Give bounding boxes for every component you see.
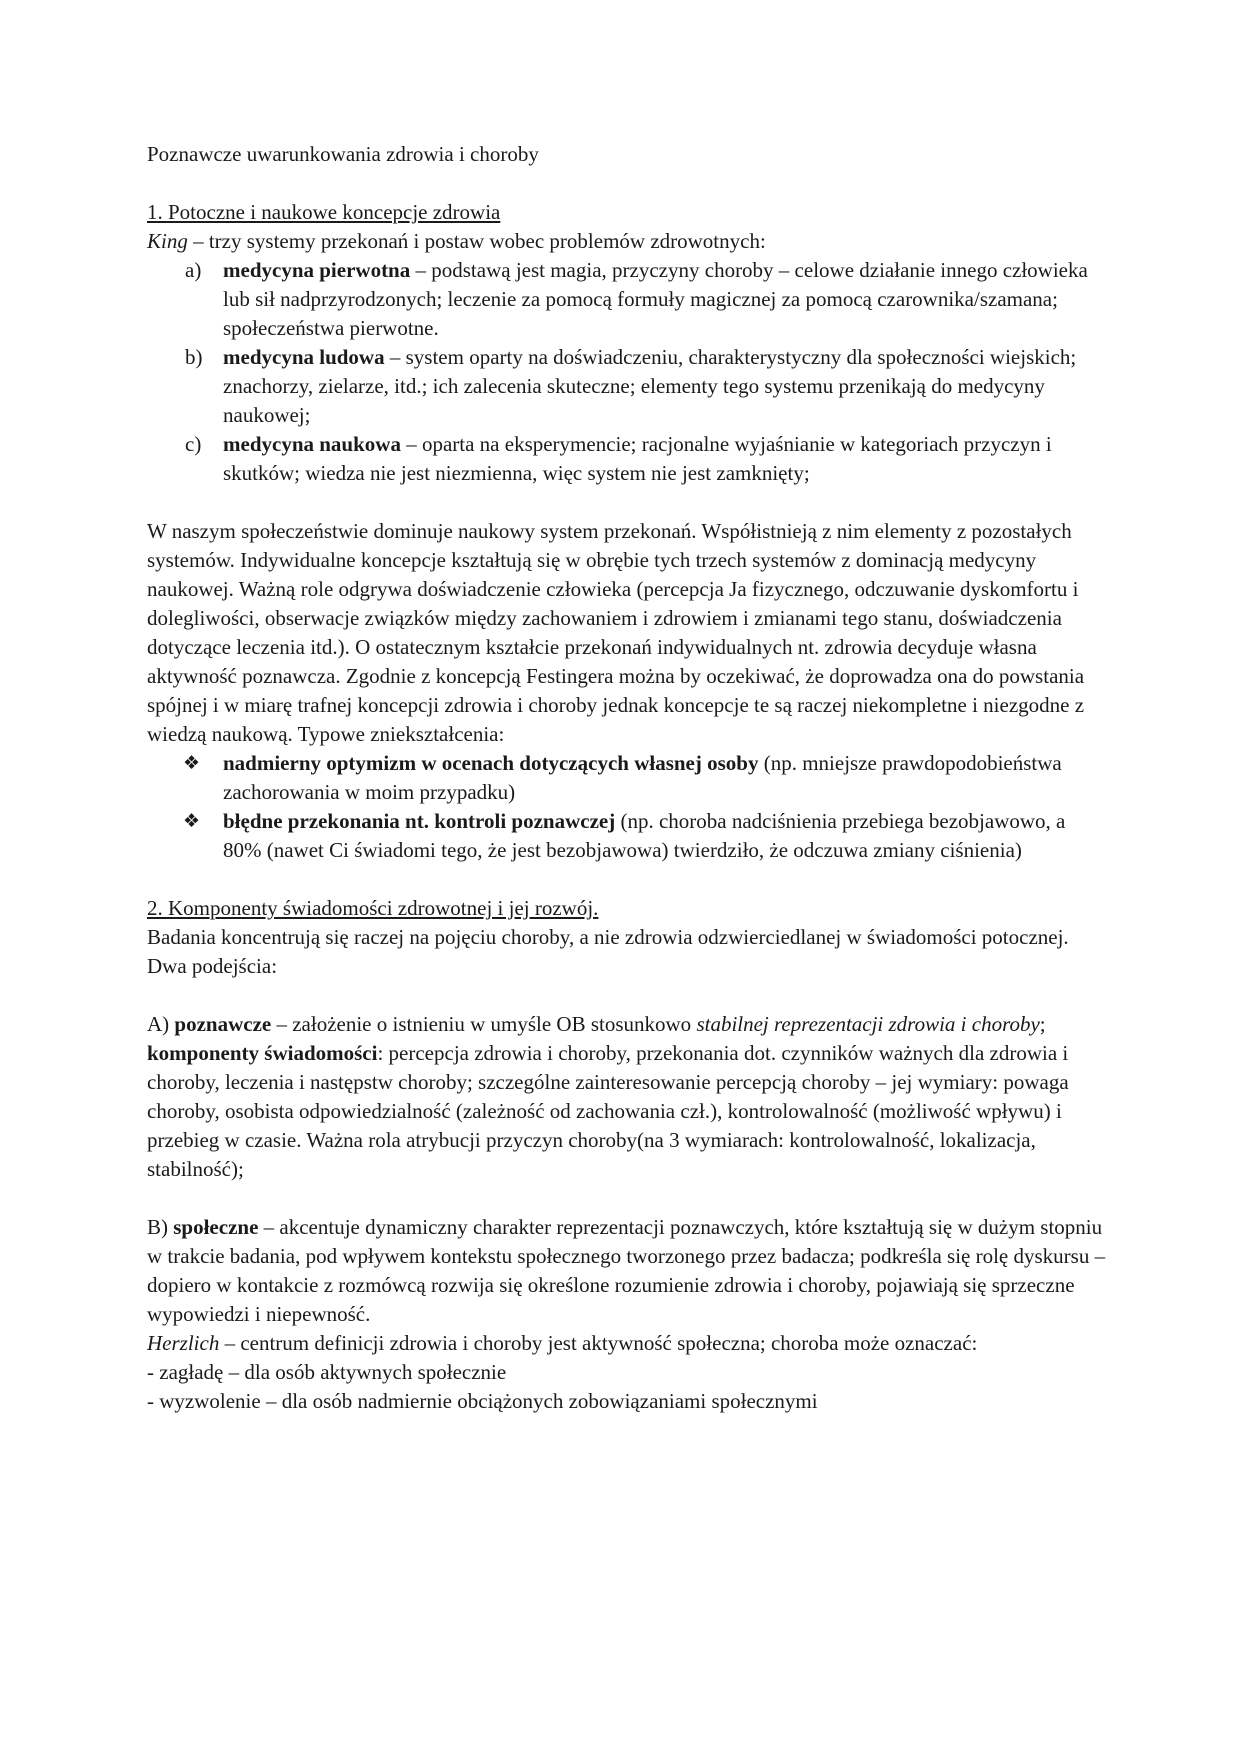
dash-item: - wyzwolenie – dla osób nadmiernie obciążonych zobowiązaniami społecznymi	[147, 1389, 818, 1413]
approach-a-paragraph	[147, 1010, 1107, 1184]
document-title: Poznawcze uwarunkowania zdrowia i choroby	[147, 142, 539, 166]
list-item-term: medycyna naukowa	[223, 432, 401, 456]
approach-b-prefix: B)	[147, 1215, 174, 1239]
section-2-intro: Badania koncentrują się raczej na pojęciu choroby, a nie zdrowia odzwierciedlanej w świadomości potocznej. Dwa podejścia:	[147, 925, 1069, 978]
list-item	[147, 430, 1107, 488]
document-page	[147, 140, 1107, 1416]
herzlich-line	[147, 1329, 1107, 1358]
diamond-bullet-icon: ❖	[183, 810, 201, 832]
section-1-heading: 1. Potoczne i naukowe koncepcje zdrowia	[147, 200, 501, 224]
bullet-text: (np. choroba nadciśnienia przebiega bezobjawowo, a 80% (nawet Ci świadomi tego, że jest bezobjawowa) twierdziło, że odczuwa zmiany ciśnienia)	[223, 809, 1066, 862]
approach-a-term: poznawcze	[174, 1012, 272, 1036]
bullet-item	[147, 749, 1107, 807]
list-marker: c)	[185, 432, 202, 456]
list-item-term: medycyna pierwotna	[223, 258, 411, 282]
dash-item: - zagładę – dla osób aktywnych społecznie	[147, 1360, 507, 1384]
approach-a-text: ;	[1039, 1012, 1046, 1036]
bullet-text: (np. mniejsze prawdopodobieństwa zachorowania w moim przypadku)	[223, 751, 1062, 804]
list-marker: b)	[185, 345, 203, 369]
king-text: – trzy systemy przekonań i postaw wobec problemów zdrowotnych:	[187, 229, 766, 253]
blank-line	[147, 1184, 1107, 1213]
approach-b-text: – akcentuje dynamiczny charakter reprezentacji poznawczych, które kształtują się w dużym stopniu w trakcie badania, pod wpływem kontekstu społecznego tworzonego przez badacza; podkreśla się rolę dyskursu – dopiero w kontakcie z rozmówcą rozwija się określone rozumienie zdrowia i choroby, pojawiają się sprzeczne wypowiedzi i niepewność.	[147, 1215, 1106, 1326]
diamond-bullet-icon: ❖	[183, 752, 201, 774]
king-line	[147, 227, 1107, 256]
list-item-term: medycyna ludowa	[223, 345, 385, 369]
section-2-heading: 2. Komponenty świadomości zdrowotnej i jej rozwój.	[147, 896, 599, 920]
bullet-term: błędne przekonania nt. kontroli poznawczej	[223, 809, 616, 833]
approach-a-italic: stabilnej reprezentacji zdrowia i choroby	[696, 1012, 1040, 1036]
list-item	[147, 343, 1107, 430]
list-item-text: – system oparty na doświadczeniu, charakterystyczny dla społeczności wiejskich; znachorzy, zielarze, itd.; ich zalecenia skuteczne; elementy tego systemu przenikają do medycyny naukowej;	[223, 345, 1077, 427]
king-name: King	[147, 229, 188, 253]
herzlich-text: – centrum definicji zdrowia i choroby jest aktywność społeczna; choroba może oznaczać:	[219, 1331, 978, 1355]
approach-a-term: komponenty świadomości	[147, 1041, 378, 1065]
list-item-text: – podstawą jest magia, przyczyny choroby – celowe działanie innego człowieka lub sił nadprzyrodzonych; leczenie za pomocą formuły magicznej za pomocą czarownika/szamana; społeczeństwa pierwotne.	[223, 258, 1088, 340]
body-paragraph: W naszym społeczeństwie dominuje naukowy system przekonań. Współistnieją z nim elementy z pozostałych systemów. Indywidualne koncepcje kształtują się w obrębie tych trzech systemów z dominacją medycyny naukowej. Ważną role odgrywa doświadczenie człowieka (percepcja Ja fizycznego, odczuwanie dyskomfortu i dolegliwości, obserwacje związków między zachowaniem i zdrowiem i zmianami tego stanu, doświadczenia dotyczące leczenia itd.). O ostatecznym kształcie przekonań indywidualnych nt. zdrowia decyduje własna aktywność poznawcza. Zgodnie z koncepcją Festingera można by oczekiwać, że doprowadza ona do powstania spójnej i w miarę trafnej koncepcji zdrowia i choroby jednak koncepcje te są raczej niekompletne i niezgodne z wiedzą naukową. Typowe zniekształcenia:	[147, 519, 1085, 746]
medicine-systems-list	[147, 256, 1107, 488]
approach-a-text: : percepcja zdrowia i choroby, przekonania dot. czynników ważnych dla zdrowia i choroby, leczenia i następstw choroby; szczególne zainteresowanie percepcją choroby – jej wymiary: powaga choroby, osobista odpowiedzialność (zależność od zachowania czł.), kontrolowalność (możliwość wpływu) i przebieg w czasie. Ważna rola atrybucji przyczyn choroby(na 3 wymiarach: kontrolowalność, lokalizacja, stabilność);	[147, 1041, 1069, 1181]
list-item-text: – oparta na eksperymencie; racjonalne wyjaśnianie w kategoriach przyczyn i skutków; wiedza nie jest niezmienna, więc system nie jest zamknięty;	[223, 432, 1052, 485]
list-item	[147, 256, 1107, 343]
blank-line	[147, 865, 1107, 894]
blank-line	[147, 981, 1107, 1010]
herzlich-name: Herzlich	[147, 1331, 220, 1355]
blank-line	[147, 488, 1107, 517]
distortions-list	[147, 749, 1107, 865]
list-marker: a)	[185, 258, 202, 282]
approach-b-paragraph	[147, 1213, 1107, 1329]
approach-a-text: – założenie o istnieniu w umyśle OB stosunkowo	[271, 1012, 697, 1036]
approach-a-prefix: A)	[147, 1012, 175, 1036]
bullet-term: nadmierny optymizm w ocenach dotyczących własnej osoby	[223, 751, 759, 775]
bullet-item	[147, 807, 1107, 865]
blank-line	[147, 169, 1107, 198]
approach-b-term: społeczne	[173, 1215, 259, 1239]
